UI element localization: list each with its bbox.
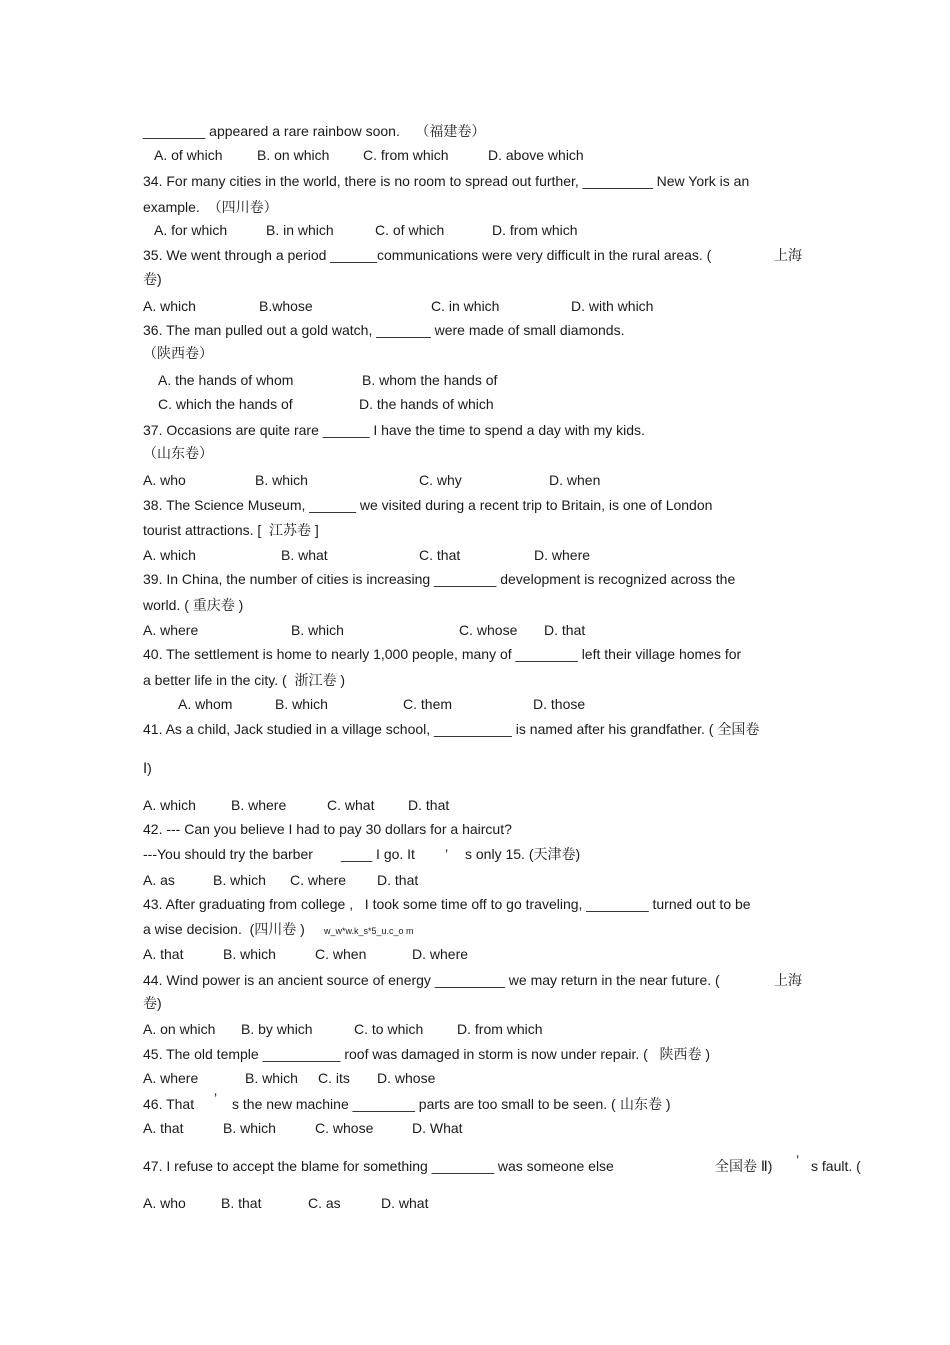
question-text: example. （四川卷）: [143, 199, 278, 215]
source-label: Ⅰ): [143, 760, 152, 776]
source-label: 山东卷 ): [620, 1096, 671, 1112]
option-b: B. which: [223, 946, 276, 962]
question-text: s the new machine ________ parts are too small to be seen. (: [232, 1096, 616, 1112]
option-c: C. which the hands of: [158, 396, 293, 412]
question-text: 43. After graduating from college , I took some time off to go traveling, ________ turned out to be: [143, 896, 751, 912]
option-a: A. where: [143, 1070, 199, 1086]
option-b: B. which: [213, 872, 266, 888]
option-a: A. of which: [154, 147, 223, 163]
option-a: A. who: [143, 472, 186, 488]
option-c: C. that: [419, 547, 461, 563]
option-c: C. whose: [459, 622, 518, 638]
source-label: 全国卷 Ⅱ): [715, 1158, 773, 1174]
option-a: A. where: [143, 622, 199, 638]
question-text: 44. Wind power is an ancient source of energy _________ we may return in the near future. (: [143, 972, 720, 988]
question-text: 35. We went through a period ______communications were very difficult in the rural areas. (: [143, 247, 712, 263]
source-label: 上海: [774, 247, 802, 263]
option-b: B. on which: [257, 147, 330, 163]
question-text: a better life in the city. ( 浙江卷 ): [143, 672, 346, 688]
option-c: C. whose: [315, 1120, 374, 1136]
source-label: 上海: [774, 972, 802, 988]
question-text: s only 15. (天津卷): [465, 846, 581, 862]
option-c: C. from which: [363, 147, 449, 163]
option-a: A. whom: [178, 696, 233, 712]
question-text: 41. As a child, Jack studied in a village school, __________ is named after his grandfather. ( 全国卷: [143, 721, 760, 737]
option-a: A. on which: [143, 1021, 216, 1037]
source-label: （山东卷）: [143, 445, 213, 461]
question-text: ---You should try the barber: [143, 846, 313, 862]
question-text: ____ I go. It: [341, 846, 415, 862]
question-text: 37. Occasions are quite rare ______ I have the time to spend a day with my kids.: [143, 422, 645, 438]
option-a: A. who: [143, 1195, 186, 1211]
option-b: B. what: [281, 547, 328, 563]
option-b: B. which: [275, 696, 328, 712]
apostrophe: ’: [796, 1152, 800, 1168]
option-c: C. in which: [431, 298, 500, 314]
question-text: 39. In China, the number of cities is increasing ________ development is recognized across the: [143, 571, 736, 587]
watermark-text: w_w*w.k_s*5_u.c_o m: [324, 926, 414, 936]
question-text: 46. That: [143, 1096, 195, 1112]
option-b: B. which: [255, 472, 308, 488]
option-b: B. by which: [241, 1021, 313, 1037]
source-label: （陕西卷）: [143, 345, 213, 361]
question-text: ________ appeared a rare rainbow soon. （福建卷）: [143, 123, 486, 139]
option-b: B.whose: [259, 298, 313, 314]
option-b: B. in which: [266, 222, 334, 238]
apostrophe: ’: [214, 1090, 218, 1106]
option-d: D. what: [381, 1195, 429, 1211]
option-d: D. that: [544, 622, 586, 638]
option-d: D. those: [533, 696, 586, 712]
question-text: 36. The man pulled out a gold watch, _______ were made of small diamonds.: [143, 322, 625, 338]
option-c: C. as: [308, 1195, 341, 1211]
option-d: D. from which: [457, 1021, 543, 1037]
option-a: A. for which: [154, 222, 228, 238]
option-b: B. which: [245, 1070, 298, 1086]
question-text: s fault. (: [811, 1158, 861, 1174]
option-c: C. to which: [354, 1021, 424, 1037]
question-text: 34. For many cities in the world, there is no room to spread out further, _________ New York is an: [143, 173, 750, 189]
option-b: B. where: [231, 797, 287, 813]
question-text: 45. The old temple __________ roof was damaged in storm is now under repair. ( 陕西卷 ): [143, 1046, 711, 1062]
option-a: A. which: [143, 298, 196, 314]
option-d: D. with which: [571, 298, 654, 314]
question-text: tourist attractions. [ 江苏卷 ]: [143, 522, 319, 538]
options-line: [143, 1194, 429, 1302]
option-d: D. What: [412, 1120, 463, 1136]
option-c: C. its: [318, 1070, 350, 1086]
option-b: B. which: [223, 1120, 276, 1136]
option-d: D. the hands of which: [359, 396, 494, 412]
option-b: B. that: [221, 1195, 262, 1211]
option-a: A. which: [143, 797, 196, 813]
option-c: C. when: [315, 946, 367, 962]
option-d: D. from which: [492, 222, 578, 238]
option-c: C. where: [290, 872, 347, 888]
question-text: 47. I refuse to accept the blame for something ________ was someone else: [143, 1158, 614, 1174]
option-d: D. that: [408, 797, 450, 813]
option-d: D. where: [412, 946, 469, 962]
option-d: D. whose: [377, 1070, 436, 1086]
option-c: C. them: [403, 696, 453, 712]
question-text: a wise decision. (四川卷 ): [143, 921, 305, 937]
question-text: 38. The Science Museum, ______ we visited during a recent trip to Britain, is one of London: [143, 497, 713, 513]
option-c: C. what: [327, 797, 375, 813]
source-label: 卷): [143, 995, 162, 1011]
question-text: world. ( 重庆卷 ): [143, 597, 244, 613]
question-text: 40. The settlement is home to nearly 1,000 people, many of ________ left their village homes for: [143, 646, 742, 662]
option-d: D. when: [549, 472, 601, 488]
option-d: D. where: [534, 547, 591, 563]
option-a: A. that: [143, 1120, 184, 1136]
option-b: B. whom the hands of: [362, 372, 498, 388]
option-d: D. that: [377, 872, 419, 888]
option-a: A. which: [143, 547, 196, 563]
text-line: [143, 344, 213, 398]
option-d: D. above which: [488, 147, 584, 163]
apostrophe: ’: [445, 846, 449, 862]
option-c: C. of which: [375, 222, 445, 238]
source-label: 卷): [143, 271, 162, 287]
option-b: B. which: [291, 622, 344, 638]
option-c: C. why: [419, 472, 462, 488]
option-a: A. the hands of whom: [158, 372, 294, 388]
option-a: A. that: [143, 946, 184, 962]
option-a: A. as: [143, 872, 175, 888]
question-text: 42. --- Can you believe I had to pay 30 dollars for a haircut?: [143, 821, 512, 837]
